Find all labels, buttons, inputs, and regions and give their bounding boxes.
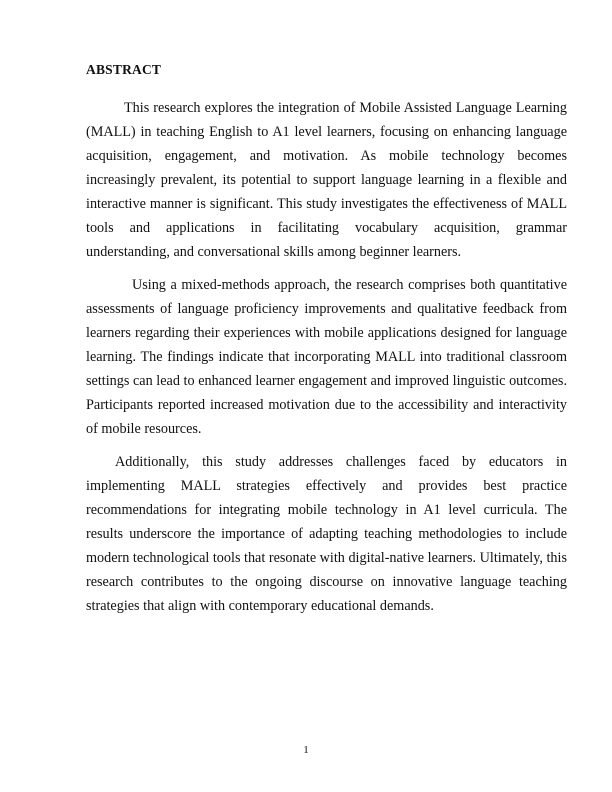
abstract-heading: ABSTRACT [86,62,162,77]
abstract-paragraph-2: Using a mixed-methods approach, the research comprises both quantitative assessments of language proficiency improvements and qualitative feedback from learners regarding their experiences with mobile applications designed for language learning. The findings indicate that incorporating MALL into traditional classroom settings can lead to enhanced learner engagement and improved linguistic outcomes. Participants reported increased motivation due to the accessibility and interactivity of mobile resources. [86,277,567,437]
abstract-paragraph-1: This research explores the integration of Mobile Assisted Language Learning (MALL) in teaching English to A1 level learners, focusing on enhancing language acquisition, engagement, and motivation. As mobile technology becomes increasingly prevalent, its potential to support language learning in a flexible and interactive manner is significant. This study investigates the effectiveness of MALL tools and applications in facilitating vocabulary acquisition, grammar understanding, and conversational skills among beginner learners. [86,100,567,260]
page-number: 1 [303,744,309,756]
abstract-paragraph-3: Additionally, this study addresses challenges faced by educators in implementing MALL strategies effectively and provides best practice recommendations for integrating mobile technology in A1 level curricula. The results underscore the importance of adapting teaching methodologies to include modern technological tools that resonate with digital-native learners. Ultimately, this research contributes to the ongoing discourse on innovative language teaching strategies that align with contemporary educational demands. [86,454,567,614]
abstract-body [86,96,567,627]
